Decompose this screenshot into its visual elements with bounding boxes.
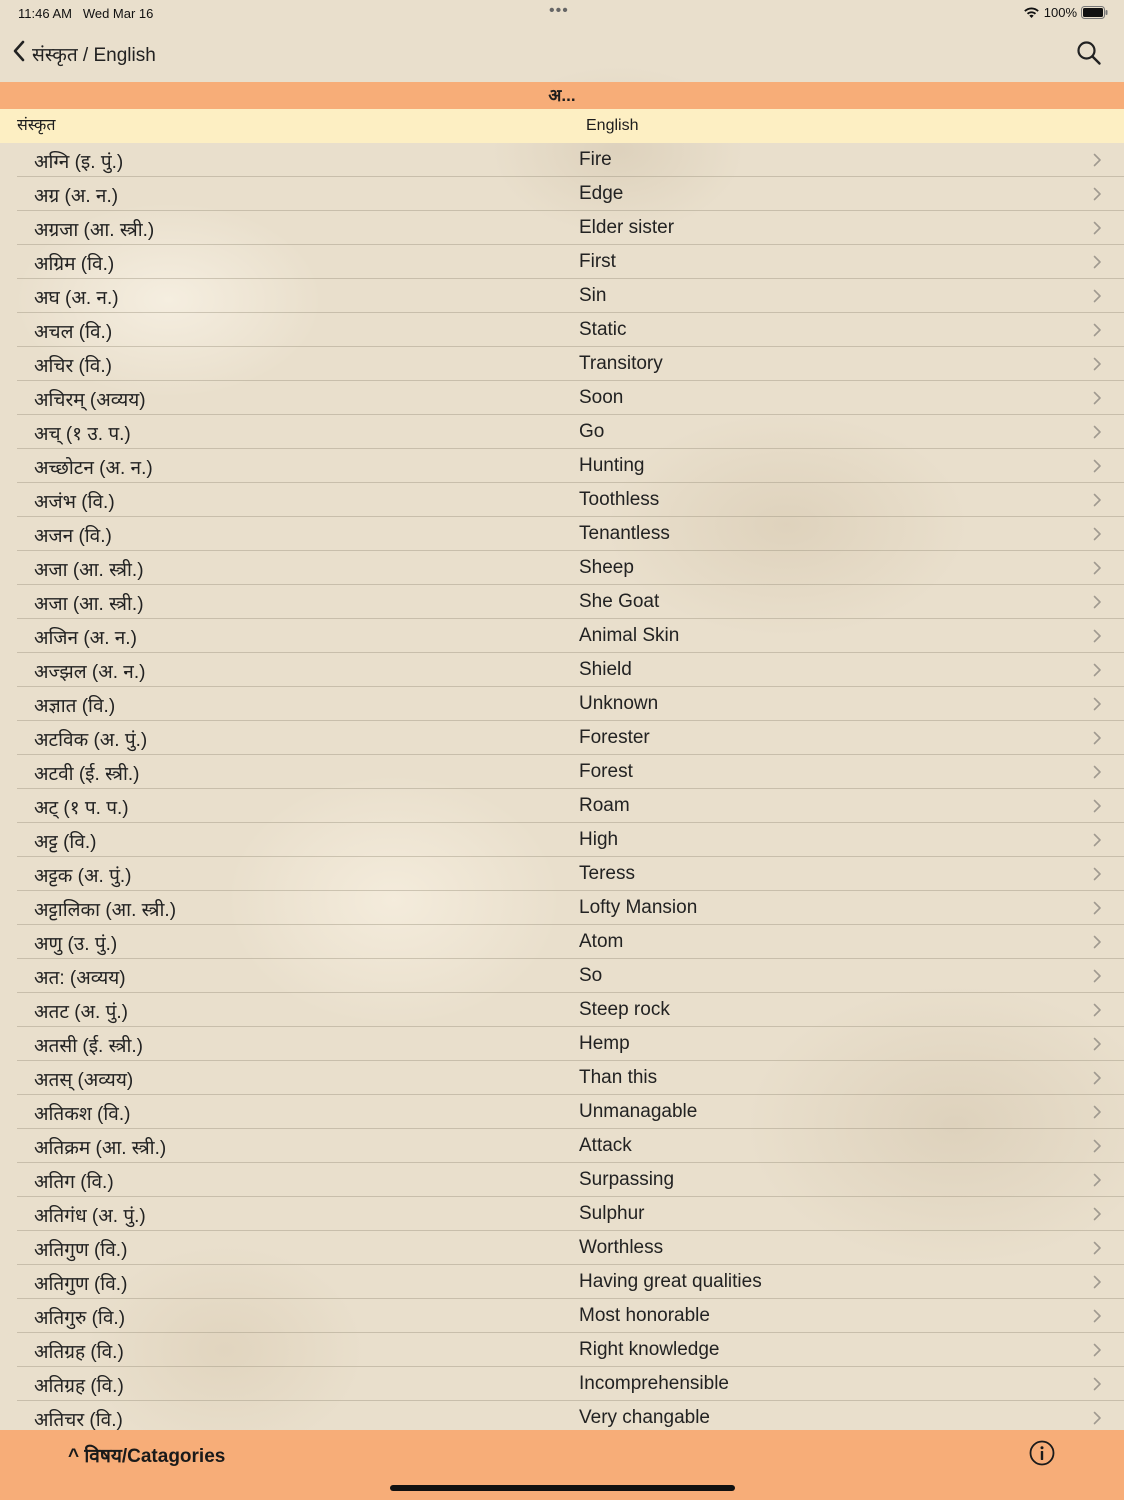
multitasking-dots[interactable]: ••• — [549, 2, 569, 19]
chevron-right-icon — [1093, 935, 1102, 954]
word-english: Right knowledge — [579, 1339, 720, 1360]
word-row[interactable] — [17, 177, 1124, 211]
word-row[interactable] — [17, 1231, 1124, 1265]
word-english: Sheep — [579, 557, 634, 578]
word-row[interactable] — [17, 1333, 1124, 1367]
word-english: Steep rock — [579, 999, 670, 1020]
word-english: Worthless — [579, 1237, 664, 1258]
categories-button[interactable]: ^ विषय/Catagories — [68, 1446, 226, 1467]
word-row[interactable] — [17, 1027, 1124, 1061]
word-sanskrit: अटवी (ई. स्त्री.) — [34, 764, 140, 785]
chevron-right-icon — [1093, 595, 1102, 614]
word-sanskrit: अच् (१ उ. प.) — [34, 424, 131, 445]
word-english: She Goat — [579, 591, 660, 612]
word-sanskrit: अट्टालिका (आ. स्त्री.) — [34, 900, 177, 921]
word-row[interactable] — [17, 245, 1124, 279]
word-sanskrit: अचिर (वि.) — [34, 356, 112, 377]
word-row[interactable] — [17, 789, 1124, 823]
word-english: Hemp — [579, 1033, 630, 1054]
word-english: Atom — [579, 931, 624, 952]
chevron-right-icon — [1093, 799, 1102, 818]
word-english: Sulphur — [579, 1203, 645, 1224]
chevron-right-icon — [1093, 1343, 1102, 1362]
chevron-right-icon — [1093, 493, 1102, 512]
word-english: Incomprehensible — [579, 1373, 729, 1394]
word-sanskrit: अतट (अ. पुं.) — [34, 1002, 128, 1023]
status-time — [18, 6, 153, 21]
word-english: Edge — [579, 183, 624, 204]
chevron-right-icon — [1093, 833, 1102, 852]
word-sanskrit: अज्ञात (वि.) — [34, 696, 116, 717]
word-sanskrit: अतस् (अव्यय) — [34, 1070, 134, 1091]
chevron-right-icon — [1093, 1207, 1102, 1226]
home-indicator[interactable] — [390, 1485, 735, 1491]
word-sanskrit: अतिचर (वि.) — [34, 1410, 123, 1430]
word-row[interactable] — [17, 687, 1124, 721]
word-row[interactable] — [17, 381, 1124, 415]
chevron-right-icon — [1093, 1071, 1102, 1090]
word-row[interactable] — [17, 925, 1124, 959]
word-row[interactable] — [17, 1061, 1124, 1095]
word-english: High — [579, 829, 619, 850]
word-english: Static — [579, 319, 627, 340]
word-row[interactable] — [17, 755, 1124, 789]
word-row[interactable] — [17, 721, 1124, 755]
battery-icon — [1081, 6, 1108, 19]
word-english: Than this — [579, 1067, 658, 1088]
word-english: Very changable — [579, 1407, 710, 1428]
chevron-right-icon — [1093, 1105, 1102, 1124]
status-bar — [0, 0, 1124, 28]
word-row[interactable] — [17, 1401, 1124, 1430]
word-sanskrit: अट्टक (अ. पुं.) — [34, 866, 132, 887]
chevron-right-icon — [1093, 1003, 1102, 1022]
chevron-right-icon — [1093, 629, 1102, 648]
word-english: Lofty Mansion — [579, 897, 698, 918]
battery-percent: 100% — [1043, 5, 1077, 20]
search-icon — [1076, 53, 1102, 70]
info-icon — [1029, 1453, 1055, 1470]
word-sanskrit: अत: (अव्यय) — [34, 968, 126, 989]
word-sanskrit: अग्रिम (वि.) — [34, 254, 115, 275]
chevron-right-icon — [1093, 765, 1102, 784]
word-sanskrit: अतिगुरु (वि.) — [34, 1308, 126, 1329]
chevron-left-icon — [12, 40, 26, 68]
status-indicators — [1023, 5, 1108, 20]
info-button[interactable] — [1029, 1440, 1055, 1471]
word-row[interactable] — [17, 347, 1124, 381]
back-button-label: संस्कृत / English — [32, 45, 156, 66]
word-english: Unmanagable — [579, 1101, 698, 1122]
chevron-right-icon — [1093, 867, 1102, 886]
word-row[interactable] — [17, 313, 1124, 347]
chevron-right-icon — [1093, 697, 1102, 716]
word-english: Unknown — [579, 693, 659, 714]
chevron-right-icon — [1093, 663, 1102, 682]
word-row[interactable] — [17, 993, 1124, 1027]
word-row[interactable] — [17, 279, 1124, 313]
word-english: Having great qualities — [579, 1271, 762, 1292]
section-header: अ... — [0, 82, 1124, 109]
chevron-right-icon — [1093, 357, 1102, 376]
word-row[interactable] — [17, 449, 1124, 483]
word-row[interactable] — [17, 619, 1124, 653]
chevron-right-icon — [1093, 1309, 1102, 1328]
word-sanskrit: अचल (वि.) — [34, 322, 113, 343]
chevron-right-icon — [1093, 289, 1102, 308]
word-sanskrit: अजंभ (वि.) — [34, 492, 115, 513]
word-sanskrit: अट्ट (वि.) — [34, 832, 97, 853]
word-sanskrit: अग्र (अ. न.) — [34, 186, 119, 207]
word-sanskrit: अट् (१ प. प.) — [34, 798, 129, 819]
chevron-right-icon — [1093, 527, 1102, 546]
word-row[interactable] — [17, 1129, 1124, 1163]
word-sanskrit: अजन (वि.) — [34, 526, 112, 547]
word-sanskrit: अचिरम् (अव्यय) — [34, 390, 146, 411]
chevron-right-icon — [1093, 969, 1102, 988]
word-english: Soon — [579, 387, 624, 408]
chevron-right-icon — [1093, 731, 1102, 750]
word-english: Teress — [579, 863, 635, 884]
word-row[interactable] — [17, 211, 1124, 245]
word-row[interactable] — [17, 517, 1124, 551]
word-row[interactable] — [17, 653, 1124, 687]
word-sanskrit: अज्झल (अ. न.) — [34, 662, 146, 683]
back-button[interactable] — [12, 40, 156, 68]
word-english: First — [579, 251, 616, 272]
word-row[interactable] — [17, 1265, 1124, 1299]
word-sanskrit: अतिकश (वि.) — [34, 1104, 131, 1125]
chevron-right-icon — [1093, 153, 1102, 172]
chevron-right-icon — [1093, 323, 1102, 342]
word-sanskrit: अणु (उ. पुं.) — [34, 934, 118, 955]
word-row[interactable] — [17, 551, 1124, 585]
word-sanskrit: अच्छोटन (अ. न.) — [34, 458, 153, 479]
word-english: Hunting — [579, 455, 645, 476]
word-sanskrit: अतिग्रह (वि.) — [34, 1376, 124, 1397]
chevron-right-icon — [1093, 187, 1102, 206]
word-row[interactable] — [17, 1197, 1124, 1231]
chevron-right-icon — [1093, 1275, 1102, 1294]
word-row[interactable] — [17, 1163, 1124, 1197]
word-english: Elder sister — [579, 217, 675, 238]
column-header-english: English — [586, 117, 639, 134]
chevron-right-icon — [1093, 425, 1102, 444]
column-header-sanskrit: संस्कृत — [17, 117, 56, 134]
word-row[interactable] — [17, 415, 1124, 449]
chevron-right-icon — [1093, 561, 1102, 580]
word-english: Toothless — [579, 489, 660, 510]
word-english: Tenantless — [579, 523, 670, 544]
word-sanskrit: अजिन (अ. न.) — [34, 628, 137, 649]
word-sanskrit: अजा (आ. स्त्री.) — [34, 560, 144, 581]
chevron-right-icon — [1093, 221, 1102, 240]
word-sanskrit: अतिक्रम (आ. स्त्री.) — [34, 1138, 167, 1159]
word-english: Most honorable — [579, 1305, 710, 1326]
word-english: Roam — [579, 795, 630, 816]
chevron-right-icon — [1093, 1411, 1102, 1430]
chevron-right-icon — [1093, 1139, 1102, 1158]
word-english: Fire — [579, 149, 612, 170]
word-row[interactable] — [17, 823, 1124, 857]
word-row[interactable] — [17, 1367, 1124, 1401]
word-english: So — [579, 965, 603, 986]
search-button[interactable] — [1076, 40, 1102, 71]
word-english: Animal Skin — [579, 625, 680, 646]
word-english: Surpassing — [579, 1169, 675, 1190]
word-english: Attack — [579, 1135, 632, 1156]
word-row[interactable] — [17, 483, 1124, 517]
word-row[interactable] — [17, 1095, 1124, 1129]
word-row[interactable] — [17, 891, 1124, 925]
word-sanskrit: अतिगुण (वि.) — [34, 1240, 128, 1261]
chevron-right-icon — [1093, 1173, 1102, 1192]
word-english: Sin — [579, 285, 607, 306]
chevron-right-icon — [1093, 1377, 1102, 1396]
word-sanskrit: अग्रजा (आ. स्त्री.) — [34, 220, 155, 241]
status-clock: 11:46 AM — [18, 6, 72, 21]
word-sanskrit: अग्नि (इ. पुं.) — [34, 152, 124, 173]
word-row[interactable] — [17, 959, 1124, 993]
word-row[interactable] — [17, 857, 1124, 891]
chevron-right-icon — [1093, 255, 1102, 274]
word-sanskrit: अतिगंध (अ. पुं.) — [34, 1206, 146, 1227]
column-header — [0, 109, 1124, 143]
word-sanskrit: अजा (आ. स्त्री.) — [34, 594, 144, 615]
word-english: Go — [579, 421, 605, 442]
word-list[interactable] — [0, 143, 1124, 1430]
chevron-right-icon — [1093, 1037, 1102, 1056]
navigation-bar — [0, 30, 1124, 80]
wifi-icon — [1023, 6, 1040, 19]
word-row[interactable] — [17, 143, 1124, 177]
chevron-right-icon — [1093, 459, 1102, 478]
word-sanskrit: अतसी (ई. स्त्री.) — [34, 1036, 144, 1057]
chevron-right-icon — [1093, 391, 1102, 410]
word-sanskrit: अतिग (वि.) — [34, 1172, 114, 1193]
chevron-right-icon — [1093, 901, 1102, 920]
word-english: Transitory — [579, 353, 663, 374]
word-sanskrit: अटविक (अ. पुं.) — [34, 730, 148, 751]
bottom-toolbar — [0, 1430, 1124, 1500]
word-sanskrit: अतिगुण (वि.) — [34, 1274, 128, 1295]
status-date: Wed Mar 16 — [82, 6, 154, 21]
word-row[interactable] — [17, 1299, 1124, 1333]
word-english: Shield — [579, 659, 632, 680]
word-sanskrit: अघ (अ. न.) — [34, 288, 119, 309]
word-english: Forester — [579, 727, 650, 748]
word-row[interactable] — [17, 585, 1124, 619]
word-english: Forest — [579, 761, 633, 782]
word-sanskrit: अतिग्रह (वि.) — [34, 1342, 124, 1363]
chevron-right-icon — [1093, 1241, 1102, 1260]
